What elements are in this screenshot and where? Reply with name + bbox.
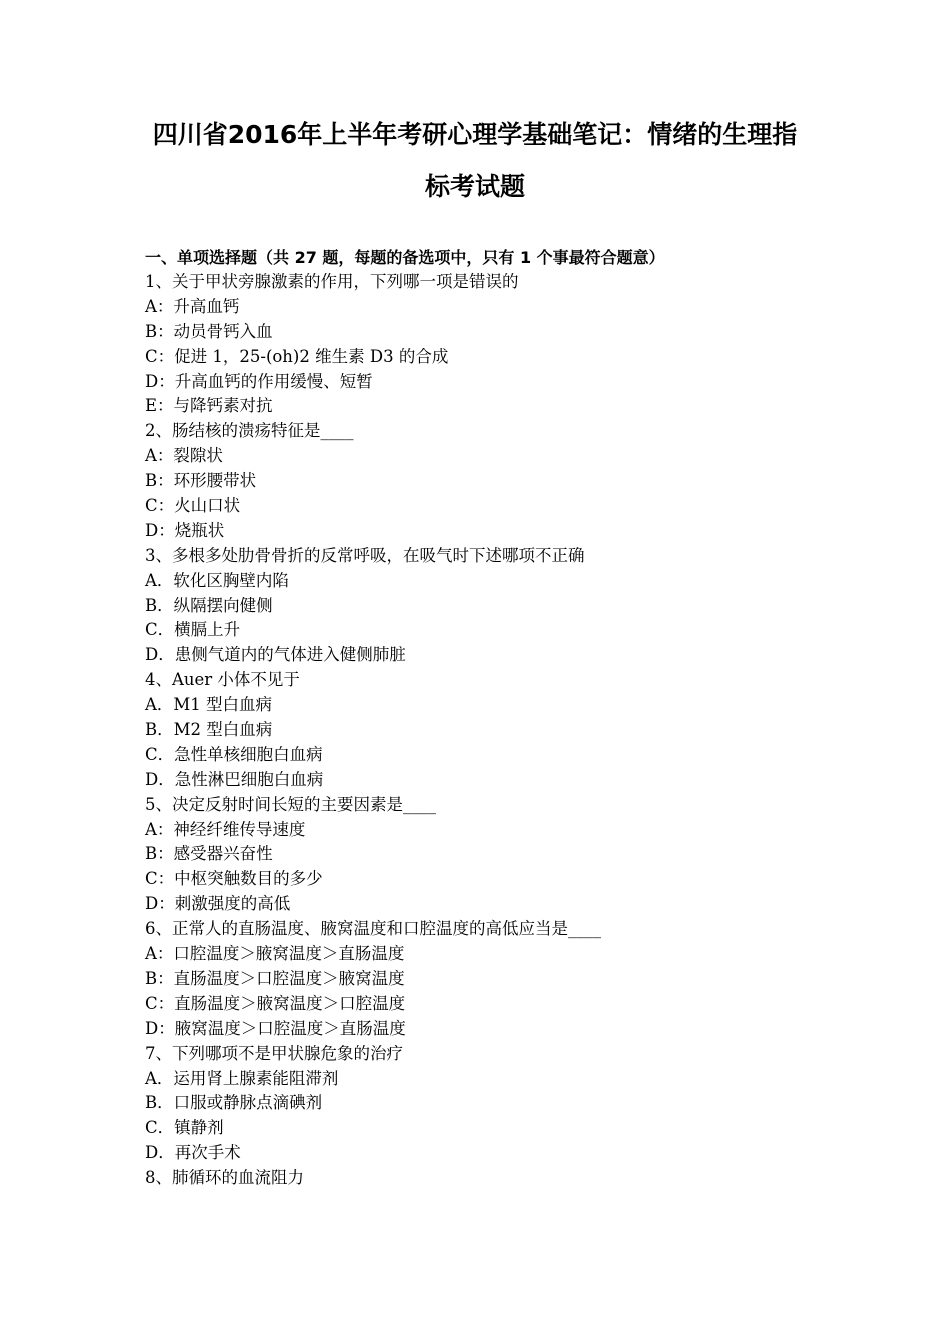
answer-option: A．运用肾上腺素能阻滞剂 bbox=[145, 1068, 339, 1088]
question-stem: 1、关于甲状旁腺激素的作用，下列哪一项是错误的 bbox=[145, 272, 519, 291]
answer-option: D．患侧气道内的气体进入健侧肺脏 bbox=[145, 645, 406, 665]
answer-option: A．M1 型白血病 bbox=[145, 695, 273, 715]
question-3 bbox=[145, 544, 845, 668]
question-stem: 7、下列哪项不是甲状腺危象的治疗 bbox=[145, 1043, 403, 1063]
answer-option: D：刺激强度的高低 bbox=[145, 894, 291, 914]
answer-option: A．软化区胸壁内陷 bbox=[145, 570, 289, 590]
question-stem: 8、肺循环的血流阻力 bbox=[145, 1168, 304, 1188]
question-6 bbox=[145, 917, 845, 1041]
answer-option: D：腋窝温度＞口腔温度＞直肠温度 bbox=[145, 1018, 406, 1038]
answer-option: B．纵隔摆向健侧 bbox=[145, 595, 273, 615]
answer-option: A：口腔温度＞腋窝温度＞直肠温度 bbox=[145, 944, 405, 964]
answer-option: C：促进 1，25-(oh)2 维生素 D3 的合成 bbox=[145, 346, 449, 366]
question-stem: 5、决定反射时间长短的主要因素是____ bbox=[145, 794, 436, 814]
answer-option: A：升高血钙 bbox=[145, 296, 240, 316]
answer-option: D．再次手术 bbox=[145, 1143, 241, 1163]
question-8 bbox=[145, 1166, 845, 1191]
answer-option: C．镇静剂 bbox=[145, 1118, 224, 1138]
question-4 bbox=[145, 668, 845, 792]
question-stem: 6、正常人的直肠温度、腋窝温度和口腔温度的高低应当是____ bbox=[145, 919, 601, 939]
answer-option: A：裂隙状 bbox=[145, 446, 223, 466]
question-stem: 4、Auer 小体不见于 bbox=[145, 670, 300, 690]
answer-option: B：环形腰带状 bbox=[145, 471, 257, 491]
question-2 bbox=[145, 419, 845, 543]
answer-option: B．M2 型白血病 bbox=[145, 720, 273, 740]
document-title-line-2: 标考试题 bbox=[424, 172, 525, 201]
answer-option: C．横膈上升 bbox=[145, 620, 241, 640]
answer-option: B：直肠温度＞口腔温度＞腋窝温度 bbox=[145, 968, 405, 988]
answer-option: B：动员骨钙入血 bbox=[145, 321, 273, 341]
question-stem: 3、多根多处肋骨骨折的反常呼吸，在吸气时下述哪项不正确 bbox=[145, 545, 585, 565]
question-7 bbox=[145, 1042, 845, 1166]
answer-option: C：火山口状 bbox=[145, 496, 241, 516]
section-heading: 一、单项选择题（共 27 题，每题的备选项中，只有 1 个事最符合题意） bbox=[145, 248, 665, 267]
answer-option: A：神经纤维传导速度 bbox=[145, 819, 306, 839]
answer-option: E：与降钙素对抗 bbox=[145, 396, 273, 416]
answer-option: B．口服或静脉点滴碘剂 bbox=[145, 1093, 323, 1113]
question-stem: 2、肠结核的溃疡特征是____ bbox=[145, 421, 354, 441]
question-5 bbox=[145, 793, 845, 917]
answer-option: C．急性单核细胞白血病 bbox=[145, 744, 323, 764]
document-title-line-1: 四川省2016年上半年考研心理学基础笔记：情绪的生理指 bbox=[152, 120, 798, 149]
answer-option: D：升高血钙的作用缓慢、短暂 bbox=[145, 371, 373, 391]
document-content bbox=[145, 245, 845, 1191]
answer-option: C：直肠温度＞腋窝温度＞口腔温度 bbox=[145, 993, 406, 1013]
question-1 bbox=[145, 270, 845, 419]
answer-option: D：烧瓶状 bbox=[145, 520, 225, 540]
answer-option: B：感受器兴奋性 bbox=[145, 844, 273, 864]
answer-option: D．急性淋巴细胞白血病 bbox=[145, 769, 324, 789]
answer-option: C：中枢突触数目的多少 bbox=[145, 869, 323, 889]
